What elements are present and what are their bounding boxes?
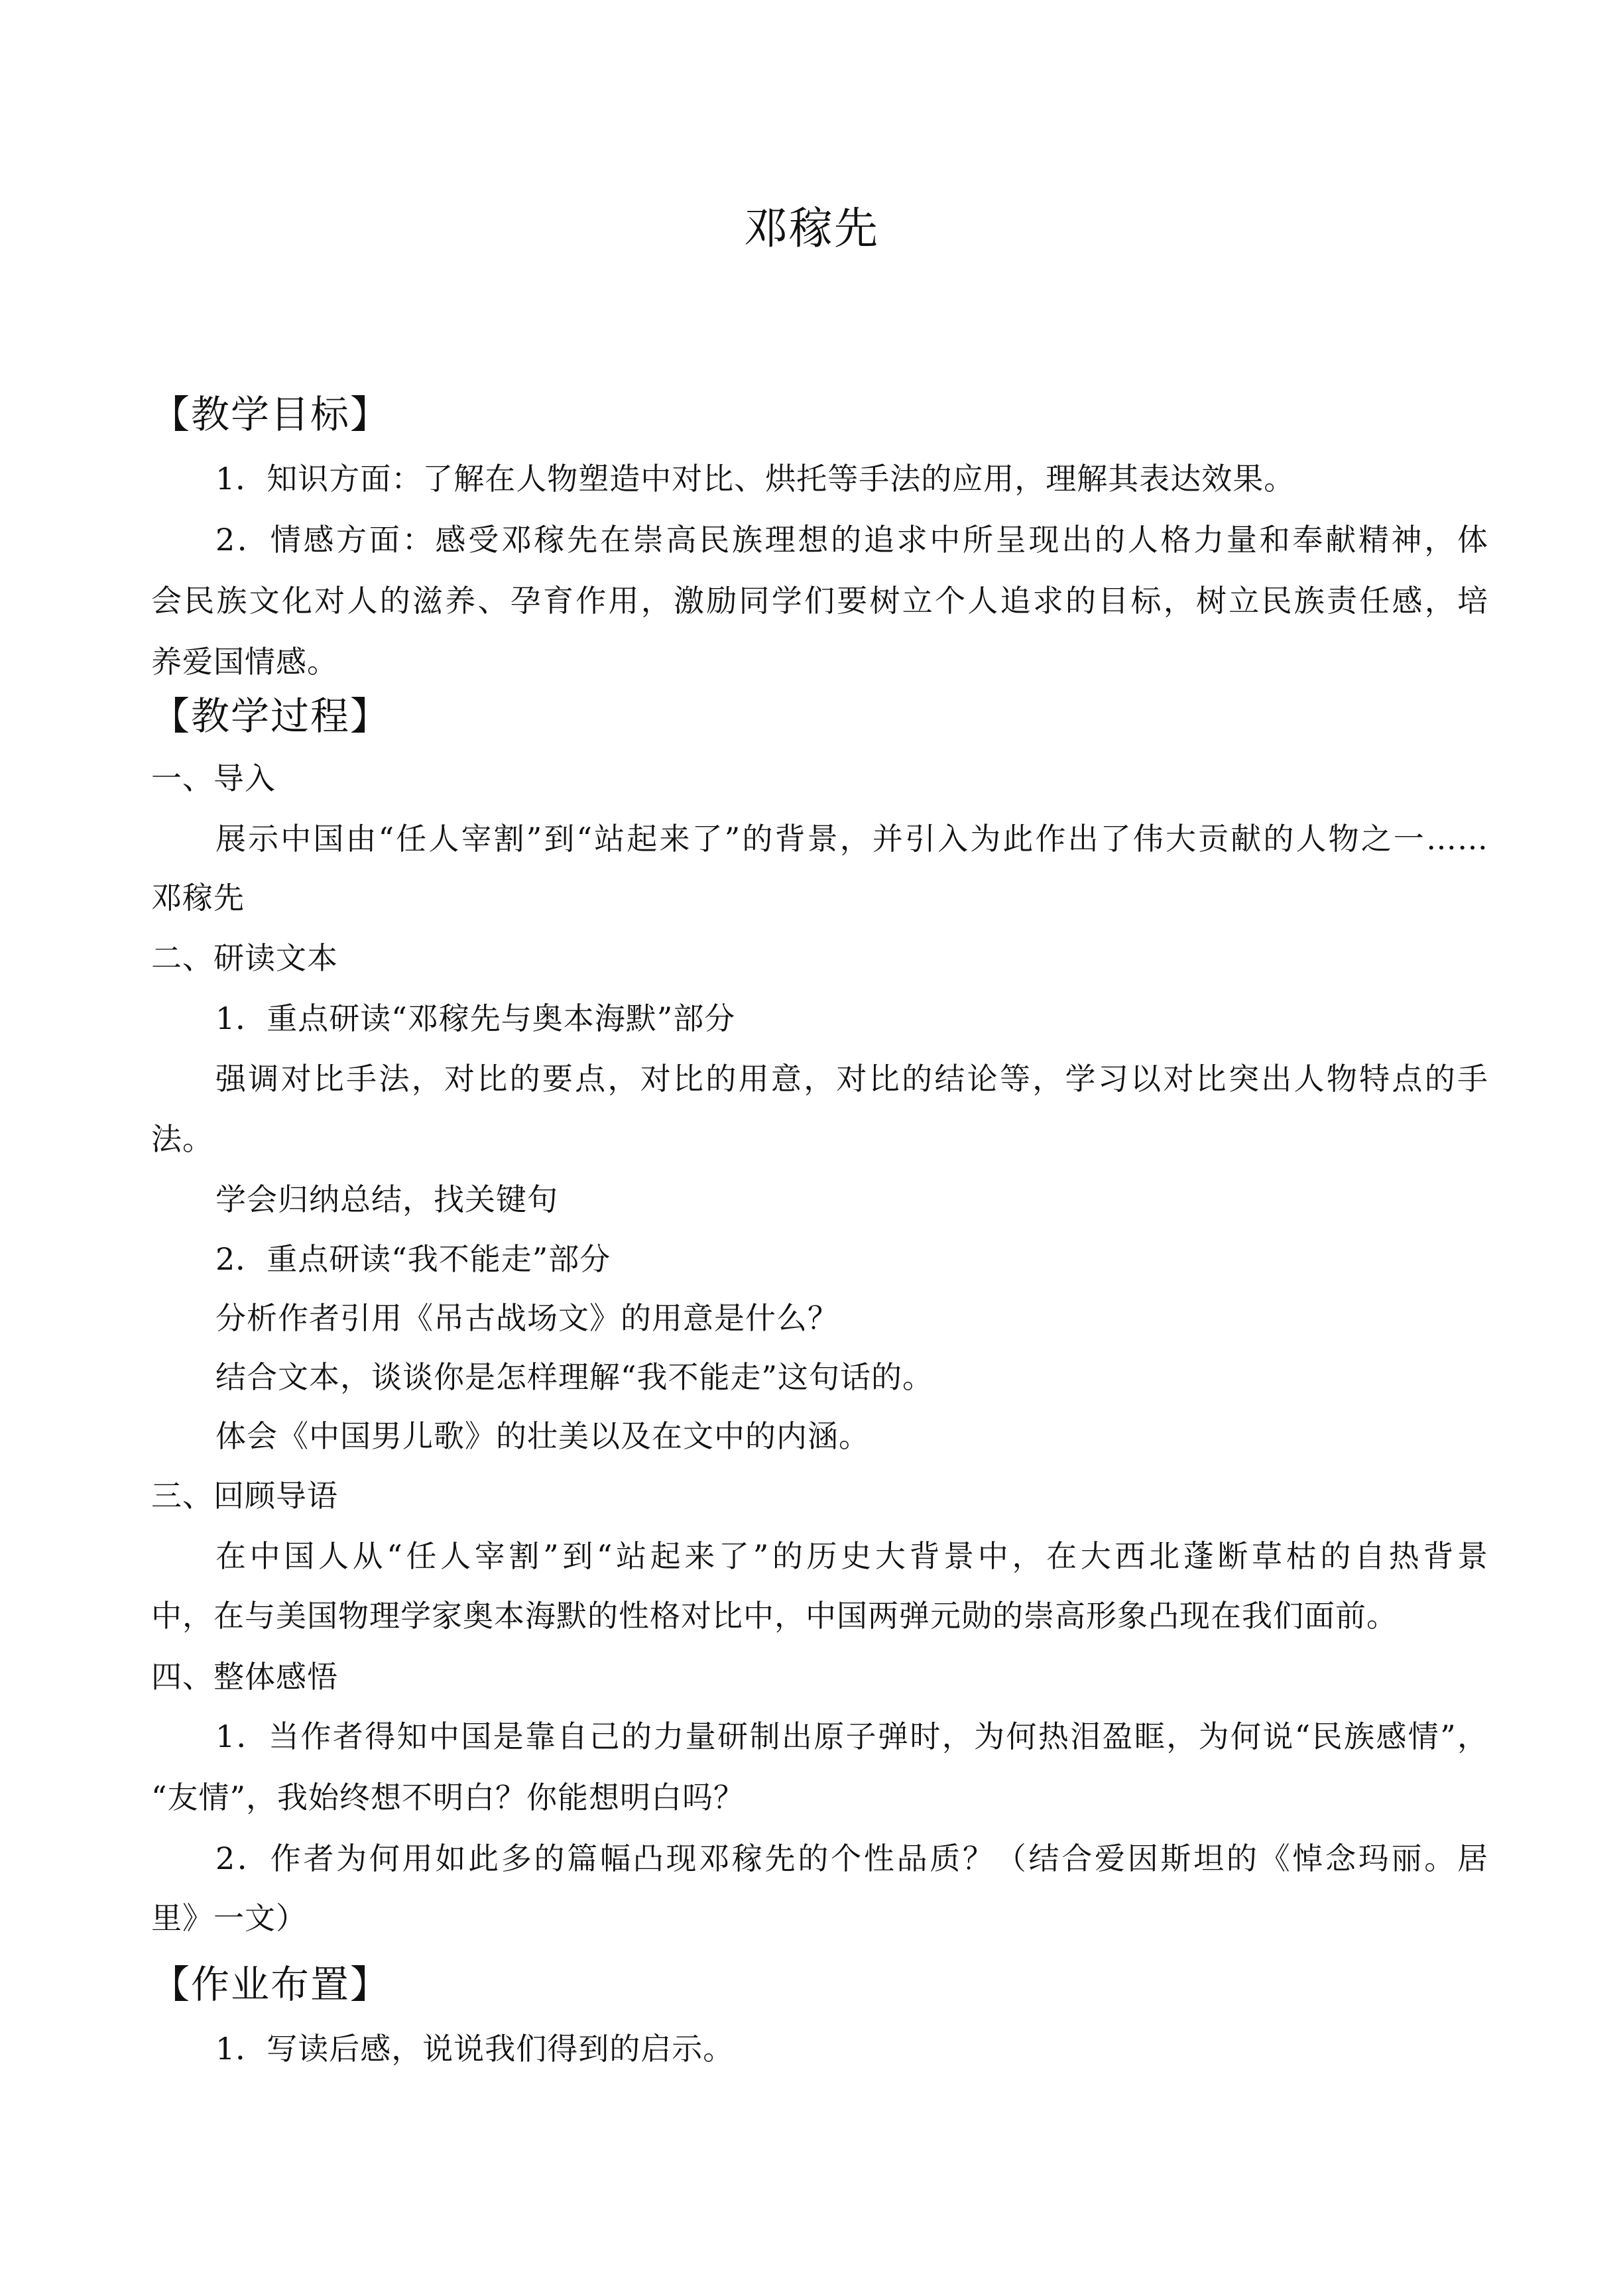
study-part2-question2: 结合文本，谈谈你是怎样理解“我不能走”这句话的。 bbox=[215, 1359, 934, 1395]
objective-emotion-line1: 2．情感方面：感受邓稼先在崇高民族理想的追求中所呈现出的人格力量和奉献精神，体 bbox=[215, 522, 1488, 558]
study-part2-title: 2．重点研读“我不能走”部分 bbox=[215, 1241, 611, 1277]
intro-title: 一、导入 bbox=[151, 760, 276, 796]
insight-question1-line1: 1．当作者得知中国是靠自己的力量研制出原子弹时，为何热泪盈眶，为何说“民族感情”， bbox=[215, 1719, 1488, 1754]
study-part1-line1: 强调对比手法，对比的要点，对比的用意，对比的结论等，学习以对比突出人物特点的手 bbox=[215, 1061, 1488, 1097]
objective-emotion-line2: 会民族文化对人的滋养、孕育作用，激励同学们要树立个人追求的目标，树立民族责任感，培 bbox=[151, 583, 1488, 619]
document-title: 邓稼先 bbox=[744, 203, 879, 254]
review-line2: 中，在与美国物理学家奥本海默的性格对比中，中国两弹元勋的崇高形象凸现在我们面前。 bbox=[151, 1598, 1398, 1634]
study-part2-question3: 体会《中国男儿歌》的壮美以及在文中的内涵。 bbox=[215, 1418, 870, 1454]
homework-item1: 1．写读后感，说说我们得到的启示。 bbox=[215, 2031, 735, 2067]
insight-title: 四、整体感悟 bbox=[151, 1659, 338, 1695]
insight-question1-line2: “友情”，我始终想不明白？你能想明白吗？ bbox=[151, 1780, 745, 1815]
intro-line2: 邓稼先 bbox=[151, 880, 245, 916]
insight-question2-line1: 2．作者为何用如此多的篇幅凸现邓稼先的个性品质？（结合爱因斯坦的《悼念玛丽。居 bbox=[215, 1841, 1488, 1876]
study-part1-tip: 学会归纳总结，找关键句 bbox=[215, 1181, 558, 1217]
homework-heading: 【作业布置】 bbox=[151, 1962, 391, 2007]
intro-line1: 展示中国由“任人宰割”到“站起来了”的背景，并引入为此作出了伟大贡献的人物之一…… bbox=[215, 821, 1488, 857]
review-title: 三、回顾导语 bbox=[151, 1478, 338, 1514]
objective-emotion-line3: 养爱国情感。 bbox=[151, 644, 338, 680]
objectives-heading: 【教学目标】 bbox=[151, 392, 391, 437]
study-part2-question1: 分析作者引用《吊古战场文》的用意是什么？ bbox=[215, 1300, 839, 1336]
review-line1: 在中国人从“任人宰割”到“站起来了”的历史大背景中，在大西北蓬断草枯的自热背景 bbox=[215, 1538, 1488, 1574]
study-title: 二、研读文本 bbox=[151, 940, 338, 976]
objective-knowledge: 1．知识方面：了解在人物塑造中对比、烘托等手法的应用，理解其表达效果。 bbox=[215, 461, 1295, 497]
study-part1-title: 1．重点研读“邓稼先与奥本海默”部分 bbox=[215, 1000, 736, 1036]
study-part1-line2: 法。 bbox=[151, 1121, 213, 1157]
insight-question2-line2: 里》一文） bbox=[151, 1900, 307, 1936]
process-heading: 【教学过程】 bbox=[151, 694, 391, 739]
